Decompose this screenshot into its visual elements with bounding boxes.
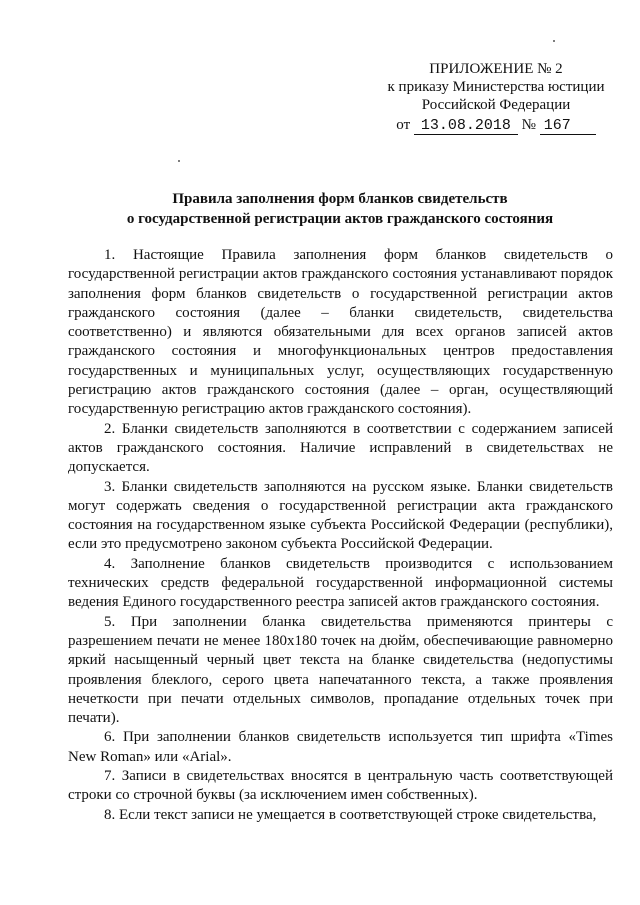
number-label: №: [521, 117, 536, 133]
document-title: [60, 189, 620, 229]
order-reference: [380, 116, 612, 135]
paragraph-1: 1. Настоящие Правила заполнения форм бланков свидетельств о государственной регистрации актов гражданского состояния устанавливают порядок заполнения форм бланков свидетельств о государственной регистрации актов гражданского состояния (далее – бланки свидетельств, свидетельства соответственно) и являются обязательными для всех органов записей актов гражданского состояния и многофункциональных центров предоставления государственных и муниципальных услуг, осуществляющих государственную регистрацию актов гражданского состояния (далее – орган, осуществляющий государственную регистрацию актов гражданского состояния).: [68, 247, 613, 418]
paragraph-7: 7. Записи в свидетельствах вносятся в центральную часть соответствующей строки со строчной буквы (за исключением имен собственных).: [68, 768, 613, 804]
title-line-2: о государственной регистрации актов гражданского состояния: [126, 211, 554, 227]
appendix-ministry-line: Российской Федерации: [421, 97, 571, 113]
order-date: 13.08.2018: [414, 118, 518, 135]
appendix-header: [380, 60, 612, 135]
scan-speck: [178, 160, 180, 162]
paragraph-8: 8. Если текст записи не умещается в соответствующей строке свидетельства,: [104, 806, 597, 823]
scan-speck: [553, 40, 555, 42]
paragraph-2: 2. Бланки свидетельств заполняются в соответствии с содержанием записей актов гражданского состояния. Наличие исправлений в свидетельствах не допускается.: [68, 420, 613, 476]
paragraph-5: 5. При заполнении бланка свидетельства применяются принтеры с разрешением печати не менее 180x180 точек на дюйм, обеспечивающие равномерно яркий насыщенный черный цвет текста на бланке свидетельства (недопустимы проявления блеклого, серого цвета напечатанного текста, а также проявления нечеткости при печати отдельных символов, пропадание отдельных точек при печати).: [68, 613, 613, 727]
document-body: [68, 246, 613, 825]
appendix-order-line: к приказу Министерства юстиции: [387, 79, 605, 95]
paragraph-4: 4. Заполнение бланков свидетельств производится с использованием технических средств федеральной государственной информационной системы ведения Единого государственного реестра записей актов гражданского состояния.: [68, 555, 613, 611]
title-line-1: Правила заполнения форм бланков свидетельств: [172, 191, 508, 207]
paragraph-3: 3. Бланки свидетельств заполняются на русском языке. Бланки свидетельств могут содержать сведения о государственной регистрации акта гражданского состояния на государственном языке субъекта Российской Федерации (республики), если это предусмотрено законом субъекта Российской Федерации.: [68, 478, 613, 553]
appendix-title: ПРИЛОЖЕНИЕ № 2: [429, 61, 563, 77]
paragraph-6: 6. При заполнении бланков свидетельств используется тип шрифта «Times New Roman» или «Arial».: [68, 729, 613, 765]
order-number: 167: [540, 118, 596, 135]
from-label: от: [396, 117, 411, 133]
